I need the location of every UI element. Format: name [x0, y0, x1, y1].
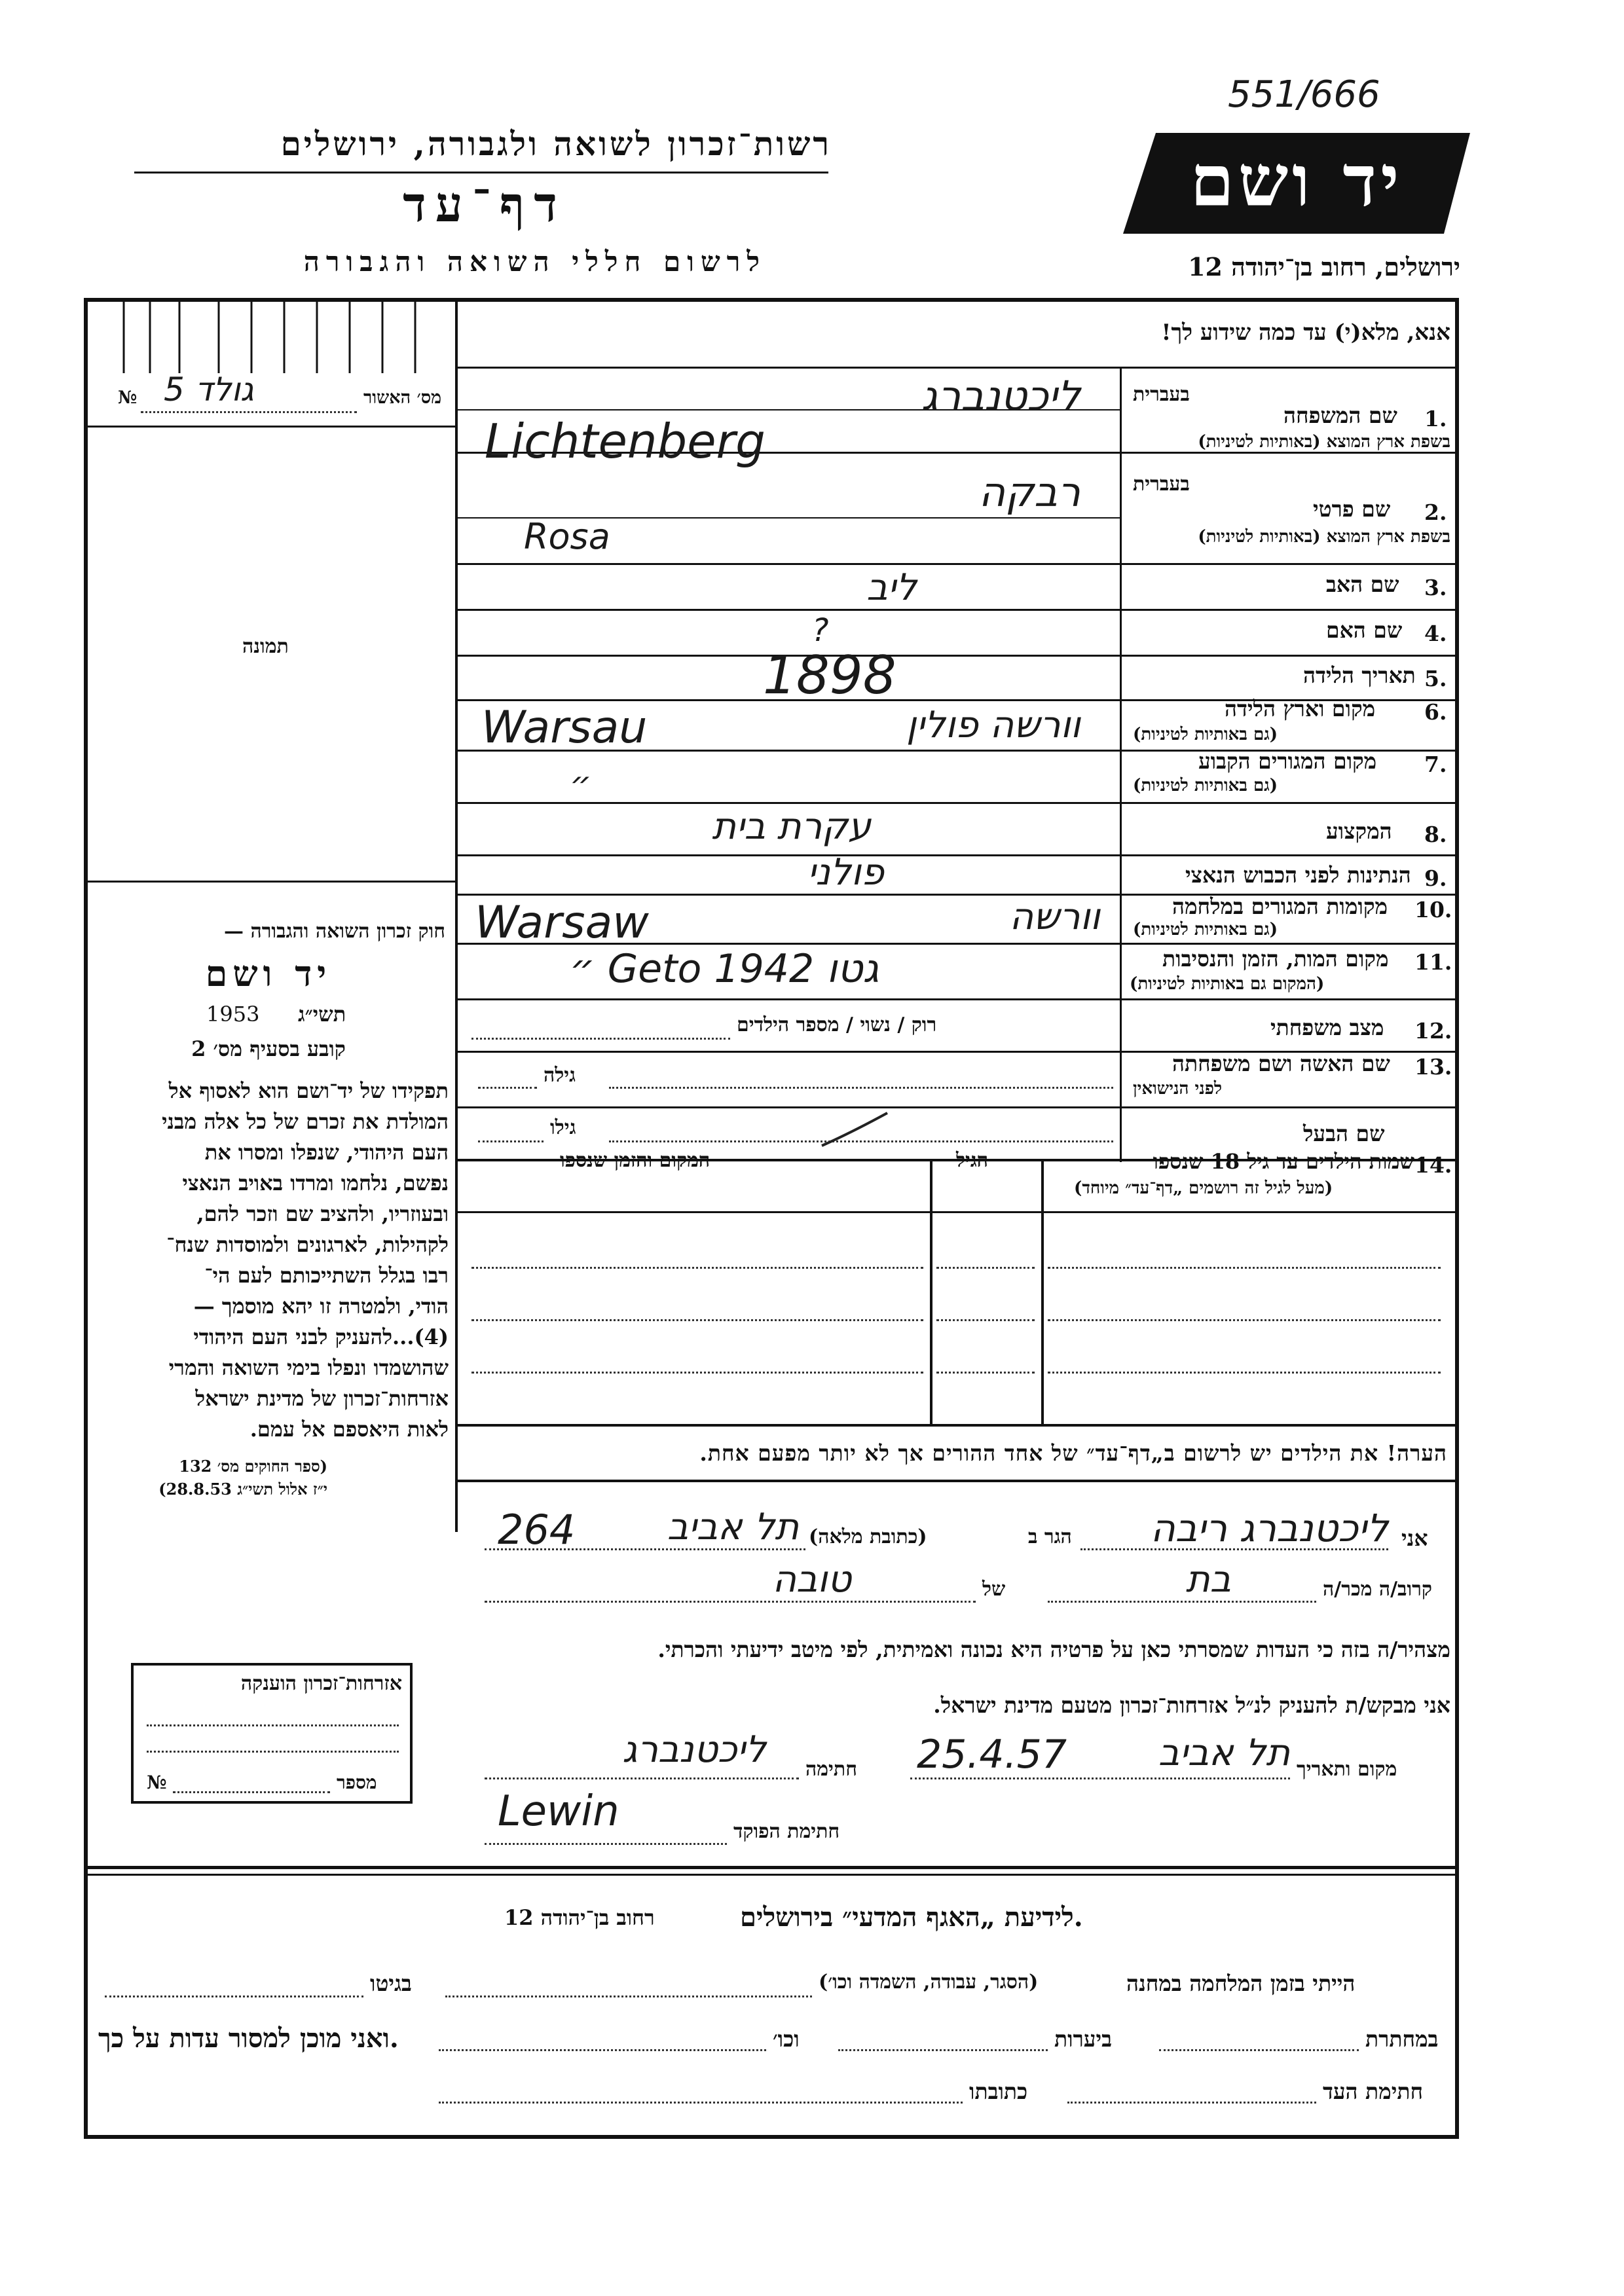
- husband-label: שם הבעל: [1303, 1121, 1385, 1146]
- field-13-sub: לפני הנישואין: [1133, 1079, 1223, 1099]
- field-3-label: שם האב: [1326, 572, 1399, 597]
- field-1-sub: בשפת ארץ המוצא (באותיות לטיניות): [1198, 432, 1450, 452]
- bottom-address: רחוב בן־יהודה 12: [504, 1905, 655, 1930]
- field-7-sub: (גם באותיות לטיניות): [1133, 776, 1278, 795]
- field-6-sub: (גם באותיות לטיניות): [1133, 725, 1278, 744]
- date-value: 25.4.57: [917, 1732, 1067, 1777]
- field-9-num: 9.: [1424, 866, 1447, 891]
- husband-slash-icon: [819, 1110, 891, 1149]
- approval-label: מס׳ האשור: [363, 388, 442, 408]
- declarant-resides: הגר ב: [1028, 1525, 1072, 1548]
- children-col-age: הגיל: [956, 1149, 989, 1172]
- field-11-num: 11.: [1414, 949, 1452, 975]
- children-label: שמות הילדים עד גיל 18 שנספו: [1153, 1149, 1414, 1174]
- signature-label: חתימה: [805, 1758, 857, 1781]
- field-10-label: מקומות המגורים במלחמה: [1172, 894, 1388, 919]
- field-1-latin: Lichtenberg: [485, 414, 766, 469]
- signature-value: ליכטנברג: [622, 1728, 766, 1771]
- bottom-line2a: במחתרת: [1365, 2026, 1439, 2052]
- official-signature: Lewin: [498, 1787, 619, 1836]
- bottom-line2b: ביערות: [1054, 2026, 1113, 2052]
- field-8-label: המקצוע: [1326, 818, 1392, 844]
- field-12-num: 12.: [1414, 1018, 1452, 1044]
- field-5-num: 5.: [1424, 666, 1447, 691]
- law-title: חוק זכרון השואה והגבורה —: [224, 920, 445, 943]
- declarant-address-label: (כתובת מלאה): [809, 1525, 927, 1548]
- approval-no: №: [118, 388, 138, 408]
- declarant-ani: אני: [1401, 1525, 1428, 1551]
- field-2-num: 2.: [1424, 500, 1447, 525]
- bottom-line2d: ואני מוכן למסור עדות על כך.: [98, 2023, 399, 2054]
- declaration: מצהיר/ה בזה כי העדות שמסרתי כאן על פרטיה היא נכונה ואמיתית, לפי מיטב ידיעתי והכרתי.: [657, 1637, 1450, 1662]
- place-date-label: מקום ותאריך: [1297, 1758, 1397, 1781]
- children-sub: (מעל לגיל זה רושמים „דף־עד״ מיוחד): [1074, 1178, 1333, 1198]
- logo-text: יד ושם: [1190, 140, 1403, 223]
- husband-age-label: גילו: [550, 1116, 576, 1139]
- field-8-num: 8.: [1424, 822, 1447, 847]
- field-9-label: הנתינות לפני הכבוש הנאצי: [1185, 862, 1411, 888]
- field-1-num: 1.: [1424, 406, 1447, 431]
- field-1-tag: בעברית: [1133, 383, 1190, 406]
- field-13-age-label: גילה: [544, 1064, 576, 1087]
- archive-number: 551/666: [1228, 73, 1380, 116]
- memorial-box-no: №: [147, 1772, 167, 1793]
- instructions: אנא, מלא(י) עד כמה שידוע לך!: [1161, 319, 1450, 346]
- law-body: תפקידו של יד־ושם הוא לאסוף אל המולדת את זכרם של כל אלה מבני העם היהודי, שנפלו ומסרו את נפשם, נלחמו ומרדו באויב הנאצי ובעוזריו, ולהציב שם וזכר להם, לקהילות, לארגונים ולמוסדות שנח־ רבו בגלל השתייכותם לעם הי־ הודי, ולמטרה זו יהא מוסמך — (4)...להעניק לבני העם היהודי שהושמדו ונפלו בימי השואה והמרי אזרחות־זכרון של מדינת ישראל לאות היאספם אל עמם.: [162, 1078, 449, 1442]
- field-4-value: ?: [812, 612, 829, 649]
- note: הערה! את הילדים יש לרשום ב„דף־עד״ של אחד ההורים אך לא יותר מפעם אחת.: [699, 1440, 1447, 1466]
- field-2-label: שם פרטי: [1313, 496, 1391, 522]
- relative-label: קרוב/ה מכר/ה: [1323, 1578, 1432, 1601]
- photo-label: תמונה: [242, 635, 289, 658]
- request: אני מבקש/ת להעניק לנ״ל אזרחות־זכרון מטעם מדינת ישראל.: [933, 1692, 1450, 1718]
- authority-title: רשות־זכרון לשואה ולגבורה, ירושלים: [280, 124, 832, 163]
- field-6-hebrew: וורשה פולין: [906, 704, 1080, 746]
- field-10-num: 10.: [1414, 897, 1452, 922]
- law-year-hebrew: תשי״ג: [298, 1002, 346, 1027]
- approval-ticks: [88, 301, 454, 373]
- approval-value: גולד 5: [164, 371, 254, 409]
- law-name: יד ושם: [205, 953, 332, 994]
- field-1-hebrew: ליכטנברג: [921, 372, 1080, 420]
- yad-vashem-logo: [1123, 128, 1470, 239]
- field-11-sub: (המקום גם באותיות לטיניות): [1130, 974, 1325, 994]
- law-section: קובע בסעיף מס׳ 2: [191, 1036, 346, 1061]
- bottom-line3a: חתימת העד: [1323, 2079, 1424, 2104]
- bottom-line1c: בגיטו: [370, 1971, 412, 1996]
- field-7-label: מקום המגורים הקבוע: [1198, 748, 1377, 774]
- form-title: דף־עד: [403, 177, 566, 233]
- law-ref1: (ספר החוקים מס׳ 132: [179, 1457, 327, 1476]
- field-3-num: 3.: [1424, 575, 1447, 600]
- field-13-label: שם האשה ושם משפחתה: [1172, 1051, 1390, 1076]
- field-10-latin: Warsaw: [475, 897, 649, 949]
- field-3-value: ליב: [866, 566, 917, 609]
- children-num: 14.: [1414, 1152, 1452, 1178]
- field-13-num: 13.: [1414, 1054, 1452, 1080]
- declarant-city: תל אביב: [667, 1506, 799, 1548]
- field-6-latin: Warsau: [481, 702, 648, 754]
- field-9-value: פולני: [807, 851, 884, 894]
- of-label: של: [982, 1578, 1006, 1601]
- bottom-heading: לידיעת „האגף המדעי״ בירושלים.: [740, 1902, 1083, 1933]
- field-2-tag: בעברית: [1133, 473, 1190, 496]
- field-12-options: רוק / נשוי / מספר הילדים: [737, 1013, 937, 1036]
- field-2-latin: Rosa: [524, 516, 610, 557]
- field-10-hebrew: וורשה: [1009, 896, 1100, 938]
- field-4-num: 4.: [1424, 621, 1447, 646]
- field-6-label: מקום וארץ הלידה: [1225, 696, 1376, 721]
- field-7-num: 7.: [1424, 752, 1447, 777]
- field-12-label: מצב משפחתי: [1270, 1015, 1384, 1040]
- memorial-box-number-label: מספר: [337, 1772, 377, 1793]
- bottom-line1b: (הסגר, עבודה, השמדה וכו׳): [819, 1971, 1039, 1994]
- header-address: ירושלים, רחוב בן־יהודה 12: [1188, 252, 1460, 282]
- law-year: 1953: [206, 1002, 260, 1027]
- bottom-line2c: וכו׳: [773, 2026, 800, 2052]
- field-11-value: ״ Geto 1942 גטו: [570, 946, 879, 992]
- field-8-value: עקרת בית: [712, 805, 871, 848]
- official-label: חתימת הפוקד: [733, 1820, 840, 1843]
- field-10-sub: (גם באותיות לטיניות): [1133, 920, 1278, 939]
- bottom-line1a: הייתי בזמן המלחמה במחנה: [1126, 1971, 1356, 1996]
- children-col-place: המקום והזמן שנספו: [560, 1149, 710, 1172]
- memorial-box: [131, 1663, 413, 1804]
- law-ref2: י״ז אלול תשי״ג 28.8.53): [158, 1480, 327, 1499]
- of-value: טובה: [772, 1558, 851, 1601]
- bottom-line3b: כתובתו: [969, 2079, 1028, 2104]
- field-4-label: שם האם: [1326, 617, 1403, 643]
- field-2-hebrew: רבקה: [978, 468, 1080, 516]
- form-subtitle: לרשום חללי השואה והגבורה: [303, 246, 766, 278]
- field-1-label: שם המשפחה: [1283, 403, 1397, 428]
- field-5-value: 1898: [763, 645, 896, 706]
- relation-value: בת: [1185, 1558, 1231, 1601]
- declarant-name: ליכטנברג ריבה: [1150, 1506, 1388, 1550]
- field-7-value: ״: [570, 765, 592, 804]
- field-5-label: תאריך הלידה: [1303, 663, 1416, 688]
- field-6-num: 6.: [1424, 699, 1447, 725]
- field-2-sub: בשפת ארץ המוצא (באותיות לטיניות): [1198, 527, 1450, 547]
- memorial-box-title: אזרחות־זכרון הוענקה: [240, 1672, 402, 1695]
- place-value: תל אביב: [1158, 1732, 1290, 1774]
- declarant-street-no: 264: [498, 1506, 576, 1554]
- field-11-label: מקום המות, הזמן והנסיבות: [1162, 946, 1389, 972]
